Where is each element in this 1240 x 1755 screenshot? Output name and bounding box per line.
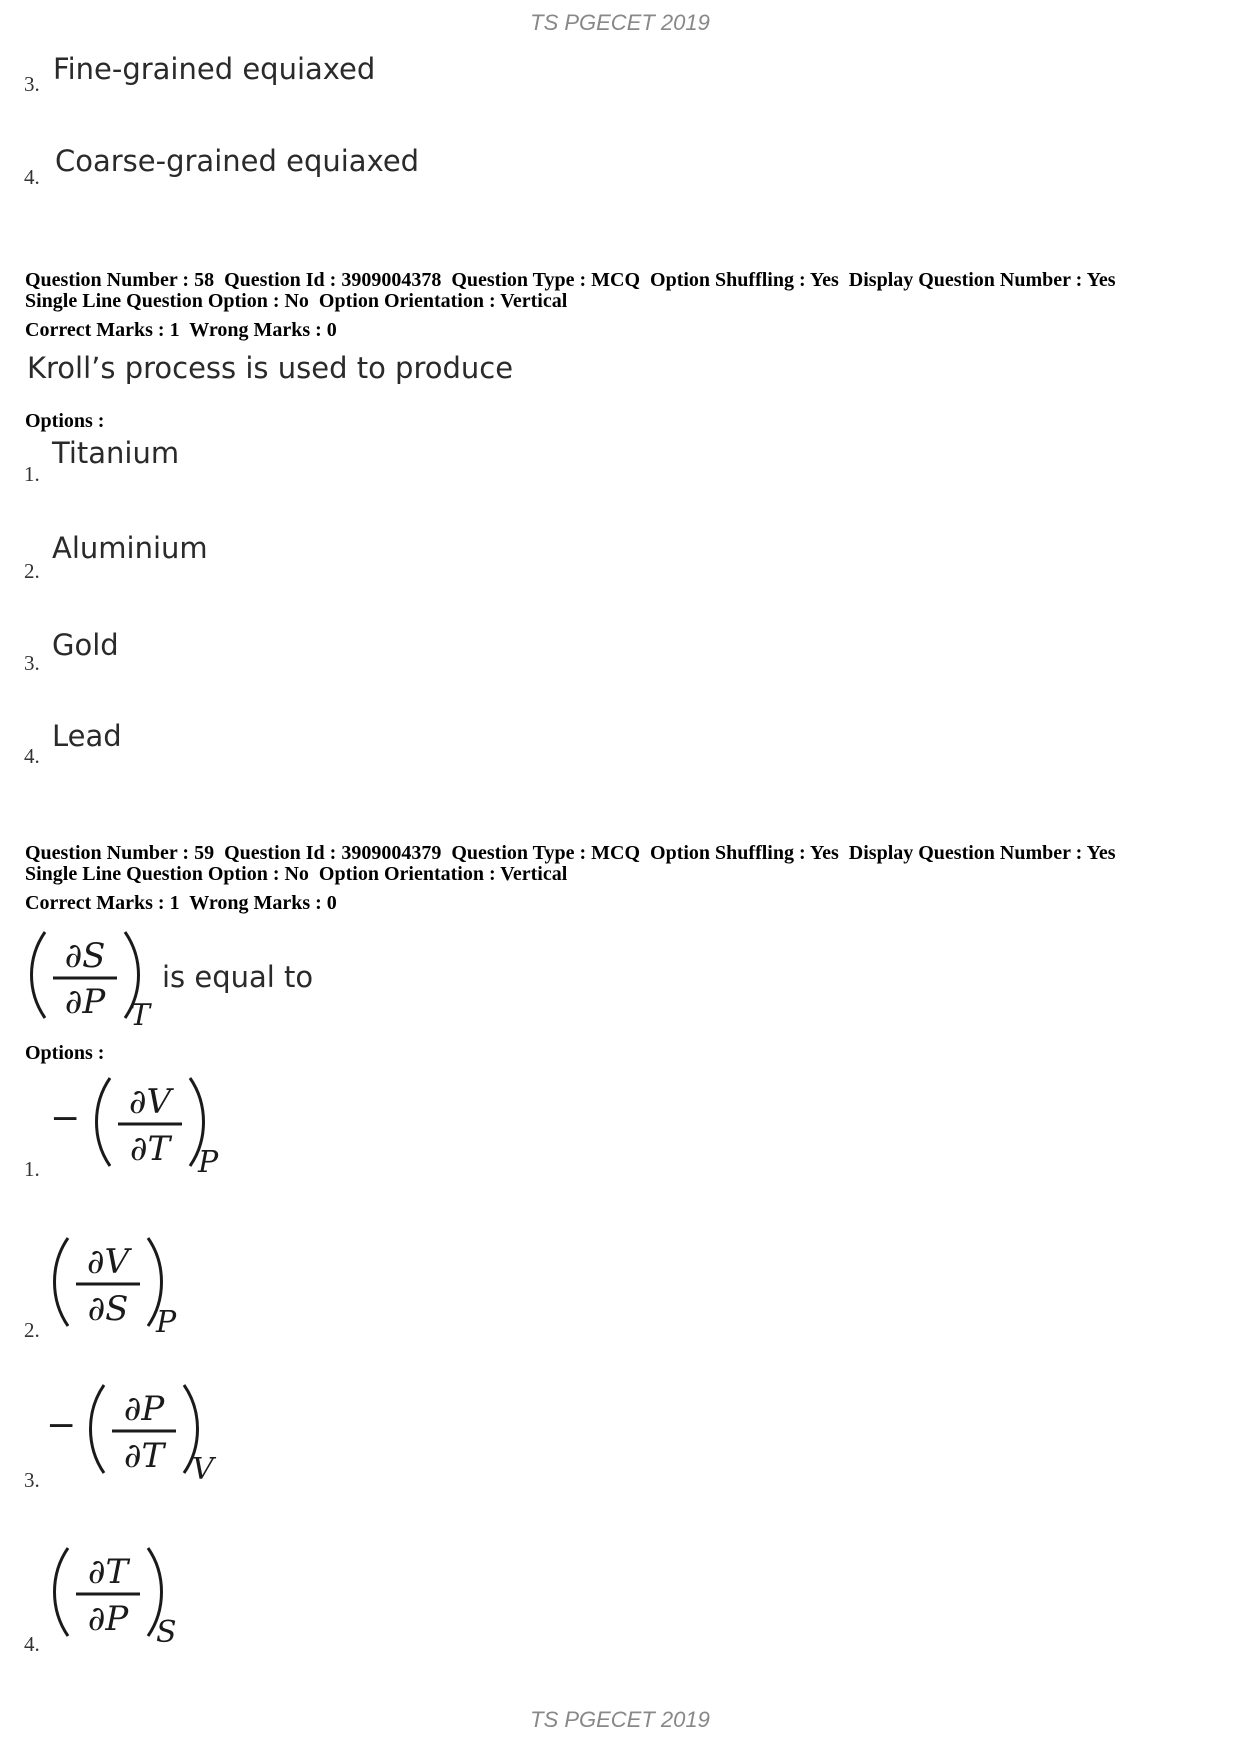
- fraction-denominator: ∂P: [64, 982, 106, 1022]
- option-number: 3.: [24, 72, 40, 96]
- fraction-numerator: ∂V: [86, 1242, 130, 1282]
- subscript: S: [156, 1615, 177, 1648]
- option-text: Gold: [52, 628, 119, 662]
- question-marks: Correct Marks : 1 Wrong Marks : 0: [25, 319, 337, 341]
- option-text: Fine-grained equiaxed: [53, 52, 376, 86]
- question-meta-line1: Question Number : 58 Question Id : 3909004378 Question Type : MCQ Option Shuffling : Yes Display Question Number : Yes: [25, 269, 1116, 291]
- option-number: 2.: [24, 1318, 40, 1342]
- question-marks: Correct Marks : 1 Wrong Marks : 0: [25, 892, 337, 914]
- option-text: Coarse-grained equiaxed: [55, 144, 420, 178]
- option-number: 2.: [24, 559, 40, 583]
- fraction-denominator: ∂S: [87, 1289, 129, 1329]
- option-partial-derivative: [50, 1538, 200, 1648]
- option-text: Lead: [52, 719, 122, 753]
- fraction-denominator: ∂T: [123, 1436, 165, 1476]
- question-meta-line2: Single Line Question Option : No Option Orientation : Vertical: [25, 863, 568, 885]
- question-meta-line1: Question Number : 59 Question Id : 3909004379 Question Type : MCQ Option Shuffling : Yes Display Question Number : Yes: [25, 842, 1116, 864]
- fraction-numerator: ∂S: [64, 936, 106, 976]
- page-header: TS PGECET 2019: [530, 10, 710, 35]
- stem-partial-derivative: [25, 920, 165, 1030]
- fraction-denominator: ∂P: [87, 1599, 129, 1639]
- options-label: Options :: [25, 410, 105, 432]
- fraction-numerator: ∂T: [87, 1552, 129, 1592]
- option-number: 1.: [24, 1157, 40, 1181]
- fraction-numerator: ∂V: [128, 1082, 172, 1122]
- option-text: Titanium: [52, 436, 180, 470]
- option-number: 4.: [24, 744, 40, 768]
- subscript: T: [130, 998, 151, 1030]
- option-number: 3.: [24, 1468, 40, 1492]
- option-partial-derivative: [44, 1375, 234, 1485]
- option-partial-derivative: [48, 1068, 238, 1178]
- minus-sign: −: [50, 1098, 81, 1139]
- question-stem: Kroll’s process is used to produce: [27, 351, 514, 385]
- page-footer: TS PGECET 2019: [530, 1707, 710, 1732]
- question-meta-line2: Single Line Question Option : No Option Orientation : Vertical: [25, 290, 568, 312]
- minus-sign: −: [46, 1405, 77, 1446]
- option-partial-derivative: [50, 1228, 200, 1338]
- question-stem-text: is equal to: [162, 960, 314, 994]
- subscript: P: [198, 1145, 219, 1178]
- fraction-numerator: ∂P: [123, 1389, 165, 1429]
- fraction-denominator: ∂T: [129, 1129, 171, 1169]
- option-number: 4.: [24, 1632, 40, 1656]
- option-text: Aluminium: [52, 531, 208, 565]
- option-number: 4.: [24, 165, 40, 189]
- subscript: P: [156, 1305, 177, 1338]
- option-number: 1.: [24, 462, 40, 486]
- option-number: 3.: [24, 651, 40, 675]
- options-label: Options :: [25, 1042, 105, 1064]
- subscript: V: [192, 1452, 214, 1485]
